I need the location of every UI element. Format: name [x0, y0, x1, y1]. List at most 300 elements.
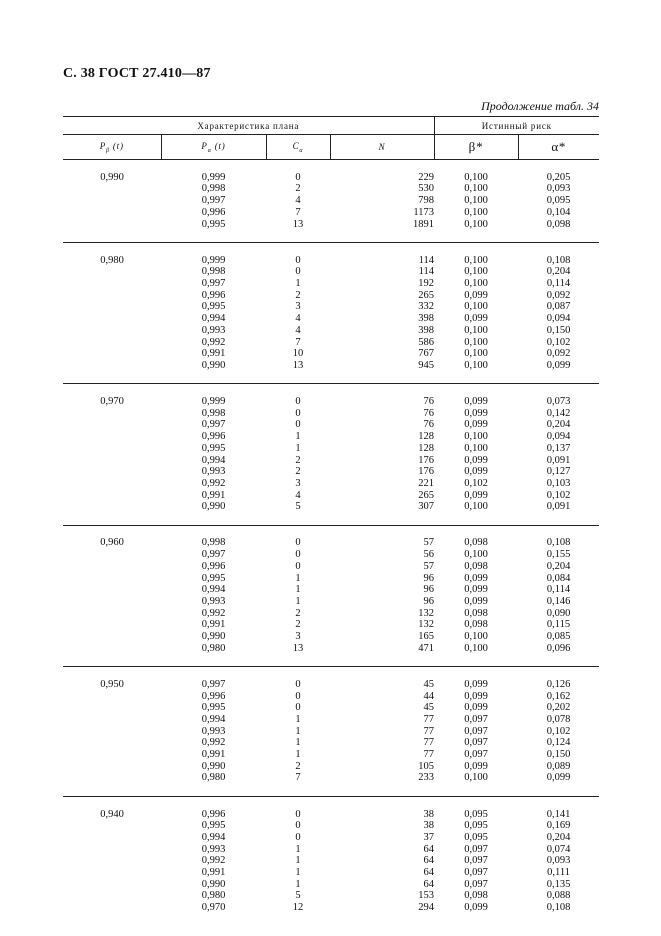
cell-pa: 0,992 — [201, 855, 226, 867]
cell-pa: 0,996 — [201, 206, 226, 218]
cell-n: 64 — [423, 855, 435, 867]
cell-n: 332 — [418, 301, 435, 313]
cell-pa: 0,994 — [201, 713, 226, 725]
cell-ca: 0 — [295, 690, 301, 702]
cell-ca: 3 — [295, 631, 301, 643]
cell-p-beta: 0,950 — [100, 678, 124, 690]
cell-alpha: 0,088 — [546, 890, 571, 902]
cell-beta: 0,099 — [464, 595, 488, 607]
cell-alpha: 0,155 — [546, 549, 571, 561]
cell-n: 114 — [418, 266, 435, 278]
cell-beta: 0,100 — [464, 206, 488, 218]
cell-pa: 0,993 — [201, 466, 226, 478]
cell-beta: 0,099 — [464, 760, 488, 772]
cell-beta: 0,097 — [464, 725, 488, 737]
cell-alpha: 0,108 — [546, 537, 571, 549]
cell-pa: 0,991 — [201, 749, 226, 761]
cell-ca: 0 — [295, 171, 301, 183]
cell-ca: 2 — [295, 289, 301, 301]
group-separator — [63, 230, 599, 242]
cell-alpha: 0,102 — [546, 489, 571, 501]
cell-n: 165 — [418, 631, 435, 643]
cell-n: 265 — [418, 289, 435, 301]
col-header-alpha-star: α* — [518, 135, 599, 160]
cell-n: 76 — [423, 407, 435, 419]
cell-pa: 0,999 — [201, 171, 226, 183]
cell-pa: 0,991 — [201, 489, 226, 501]
cell-n: 37 — [423, 831, 435, 843]
cell-p-beta: 0,960 — [100, 537, 124, 549]
cell-ca: 1 — [295, 595, 301, 607]
cell-pa: 0,991 — [201, 619, 226, 631]
cell-p-beta: 0,970 — [100, 395, 124, 407]
cell-alpha: 0,108 — [546, 254, 571, 266]
cell-ca: 1 — [295, 431, 301, 443]
cell-pa: 0,995 — [201, 702, 226, 714]
cell-pa: 0,992 — [201, 607, 226, 619]
cell-ca: 2 — [295, 607, 301, 619]
group-spacer — [63, 384, 599, 396]
cell-beta: 0,100 — [464, 642, 488, 654]
cell-beta: 0,100 — [464, 324, 488, 336]
cell-alpha: 0,204 — [546, 266, 571, 278]
cell-beta: 0,098 — [464, 560, 488, 572]
cell-alpha: 0,074 — [546, 843, 571, 855]
cell-n: 221 — [418, 477, 435, 489]
cell-n: 176 — [418, 466, 435, 478]
cell-n: 265 — [418, 489, 435, 501]
cell-alpha: 0,204 — [546, 419, 571, 431]
group-separator — [63, 513, 599, 525]
cell-alpha: 0,162 — [546, 690, 571, 702]
cell-n: 44 — [423, 690, 435, 702]
cell-n: 105 — [418, 760, 435, 772]
group-spacer — [63, 796, 599, 808]
group-separator — [63, 784, 599, 796]
cell-ca: 1 — [295, 843, 301, 855]
cell-ca: 7 — [295, 336, 301, 348]
cell-alpha: 0,126 — [546, 678, 571, 690]
cell-n: 128 — [418, 431, 435, 443]
cell-beta: 0,100 — [464, 171, 488, 183]
cell-n: 45 — [423, 702, 435, 714]
cell-alpha: 0,204 — [546, 831, 571, 843]
cell-ca: 1 — [295, 713, 301, 725]
cell-beta: 0,100 — [464, 549, 488, 561]
cell-beta: 0,098 — [464, 890, 488, 902]
cell-alpha: 0,091 — [546, 501, 571, 513]
cell-n: 1891 — [413, 218, 435, 230]
group-spacer — [63, 242, 599, 254]
cell-pa: 0,991 — [201, 867, 226, 879]
cell-beta: 0,098 — [464, 607, 488, 619]
cell-alpha: 0,202 — [546, 702, 571, 714]
cell-pa: 0,994 — [201, 584, 226, 596]
cell-pa: 0,996 — [201, 808, 226, 820]
cell-pa: 0,997 — [201, 277, 226, 289]
cell-pa: 0,990 — [201, 501, 226, 513]
cell-n: 77 — [423, 713, 435, 725]
table-row — [63, 396, 599, 408]
cell-ca: 0 — [295, 702, 301, 714]
cell-pa: 0,998 — [201, 407, 226, 419]
cell-pa: 0,996 — [201, 560, 226, 572]
cell-alpha: 0,089 — [546, 760, 571, 772]
cell-n: 45 — [423, 678, 435, 690]
cell-n: 96 — [423, 595, 435, 607]
cell-pa: 0,970 — [201, 902, 226, 914]
cell-beta: 0,097 — [464, 843, 488, 855]
cell-ca: 0 — [295, 419, 301, 431]
cell-beta: 0,100 — [464, 301, 488, 313]
cell-n: 132 — [418, 607, 435, 619]
cell-beta: 0,100 — [464, 359, 488, 371]
cell-beta: 0,100 — [464, 442, 488, 454]
group-separator — [63, 654, 599, 666]
cell-beta: 0,099 — [464, 289, 488, 301]
cell-alpha: 0,108 — [546, 902, 571, 914]
cell-pa: 0,996 — [201, 431, 226, 443]
cell-alpha: 0,114 — [546, 277, 571, 289]
cell-alpha: 0,099 — [546, 359, 571, 371]
cell-n: 471 — [418, 642, 435, 654]
table-row — [63, 172, 599, 184]
cell-ca: 7 — [295, 772, 301, 784]
cell-alpha: 0,093 — [546, 183, 571, 195]
cell-alpha: 0,092 — [546, 348, 571, 360]
cell-ca: 2 — [295, 183, 301, 195]
true-risk-header: Истинный риск — [434, 117, 599, 135]
cell-n: 77 — [423, 737, 435, 749]
cell-ca: 0 — [295, 549, 301, 561]
cell-n: 128 — [418, 442, 435, 454]
cell-p-beta: 0,990 — [100, 171, 124, 183]
cell-pa: 0,994 — [201, 831, 226, 843]
cell-alpha: 0,102 — [546, 336, 571, 348]
cell-alpha: 0,094 — [546, 313, 571, 325]
cell-alpha: 0,115 — [546, 619, 571, 631]
cell-pa: 0,998 — [201, 266, 226, 278]
cell-pa: 0,999 — [201, 395, 226, 407]
cell-n: 38 — [423, 820, 435, 832]
cell-beta: 0,100 — [464, 277, 488, 289]
cell-n: 132 — [418, 619, 435, 631]
cell-n: 767 — [418, 348, 435, 360]
cell-beta: 0,100 — [464, 183, 488, 195]
cell-alpha: 0,098 — [546, 218, 571, 230]
table-row — [63, 679, 599, 691]
col-header-p-beta: $P_\beta$ (t) — [63, 135, 161, 160]
cell-beta: 0,099 — [464, 466, 488, 478]
cell-beta: 0,100 — [464, 266, 488, 278]
cell-pa: 0,998 — [201, 537, 226, 549]
cell-alpha: 0,142 — [546, 407, 571, 419]
cell-ca: 0 — [295, 560, 301, 572]
cell-ca: 0 — [295, 537, 301, 549]
cell-n: 76 — [423, 419, 435, 431]
cell-ca: 1 — [295, 737, 301, 749]
cell-p-beta: 0,980 — [100, 254, 124, 266]
cell-beta: 0,100 — [464, 254, 488, 266]
cell-pa: 0,992 — [201, 477, 226, 489]
cell-beta: 0,100 — [464, 772, 488, 784]
cell-ca: 1 — [295, 442, 301, 454]
page-header: С. 38 ГОСТ 27.410—87 — [63, 66, 211, 81]
cell-n: 64 — [423, 878, 435, 890]
cell-alpha: 0,078 — [546, 713, 571, 725]
cell-alpha: 0,103 — [546, 477, 571, 489]
cell-pa: 0,993 — [201, 595, 226, 607]
cell-beta: 0,100 — [464, 431, 488, 443]
cell-alpha: 0,111 — [547, 867, 570, 879]
cell-pa: 0,995 — [201, 572, 226, 584]
cell-alpha: 0,137 — [546, 442, 571, 454]
cell-alpha: 0,127 — [546, 466, 571, 478]
table-continuation-label: Продолжение табл. 34 — [481, 99, 599, 113]
cell-pa: 0,992 — [201, 737, 226, 749]
cell-ca: 0 — [295, 407, 301, 419]
cell-beta: 0,095 — [464, 831, 488, 843]
cell-pa: 0,980 — [201, 772, 226, 784]
cell-pa: 0,995 — [201, 301, 226, 313]
cell-ca: 2 — [295, 619, 301, 631]
cell-alpha: 0,124 — [546, 737, 571, 749]
cell-n: 229 — [418, 171, 435, 183]
cell-ca: 10 — [292, 348, 304, 360]
cell-pa: 0,993 — [201, 725, 226, 737]
cell-alpha: 0,150 — [546, 749, 571, 761]
cell-beta: 0,099 — [464, 902, 488, 914]
cell-n: 38 — [423, 808, 435, 820]
cell-ca: 1 — [295, 878, 301, 890]
cell-ca: 0 — [295, 808, 301, 820]
col-header-p-alpha: $P_\alpha$ (t) — [161, 135, 266, 160]
cell-alpha: 0,114 — [546, 584, 571, 596]
cell-n: 57 — [423, 537, 435, 549]
cell-n: 96 — [423, 584, 435, 596]
cell-n: 76 — [423, 395, 435, 407]
cell-n: 77 — [423, 725, 435, 737]
cell-n: 398 — [418, 324, 435, 336]
cell-ca: 0 — [295, 266, 301, 278]
cell-alpha: 0,104 — [546, 206, 571, 218]
cell-ca: 1 — [295, 572, 301, 584]
cell-n: 77 — [423, 749, 435, 761]
cell-pa: 0,993 — [201, 843, 226, 855]
cell-ca: 0 — [295, 831, 301, 843]
cell-n: 64 — [423, 867, 435, 879]
cell-beta: 0,099 — [464, 690, 488, 702]
cell-pa: 0,995 — [201, 820, 226, 832]
cell-alpha: 0,169 — [546, 820, 571, 832]
cell-alpha: 0,090 — [546, 607, 571, 619]
cell-n: 398 — [418, 313, 435, 325]
cell-pa: 0,980 — [201, 642, 226, 654]
cell-alpha: 0,095 — [546, 195, 571, 207]
cell-n: 176 — [418, 454, 435, 466]
cell-alpha: 0,087 — [546, 301, 571, 313]
cell-pa: 0,996 — [201, 289, 226, 301]
cell-ca: 1 — [295, 867, 301, 879]
cell-beta: 0,099 — [464, 702, 488, 714]
cell-ca: 12 — [292, 902, 304, 914]
cell-n: 945 — [418, 359, 435, 371]
cell-alpha: 0,085 — [546, 631, 571, 643]
cell-alpha: 0,084 — [546, 572, 571, 584]
cell-alpha: 0,092 — [546, 289, 571, 301]
reliability-plan-table — [63, 116, 599, 914]
cell-beta: 0,099 — [464, 678, 488, 690]
cell-alpha: 0,073 — [546, 395, 571, 407]
cell-n: 192 — [418, 277, 435, 289]
cell-ca: 1 — [295, 277, 301, 289]
cell-n: 798 — [418, 195, 435, 207]
cell-beta: 0,097 — [464, 878, 488, 890]
cell-beta: 0,099 — [464, 489, 488, 501]
cell-beta: 0,100 — [464, 195, 488, 207]
cell-alpha: 0,091 — [546, 454, 571, 466]
cell-pa: 0,999 — [201, 254, 226, 266]
cell-alpha: 0,099 — [546, 772, 571, 784]
cell-n: 153 — [418, 890, 435, 902]
cell-beta: 0,100 — [464, 631, 488, 643]
cell-beta: 0,099 — [464, 419, 488, 431]
cell-beta: 0,099 — [464, 584, 488, 596]
cell-beta: 0,099 — [464, 395, 488, 407]
cell-pa: 0,990 — [201, 359, 226, 371]
cell-pa: 0,998 — [201, 183, 226, 195]
cell-beta: 0,099 — [464, 313, 488, 325]
cell-pa: 0,991 — [201, 348, 226, 360]
cell-alpha: 0,094 — [546, 431, 571, 443]
cell-ca: 4 — [295, 195, 301, 207]
cell-ca: 0 — [295, 820, 301, 832]
table-row — [63, 537, 599, 549]
cell-pa: 0,997 — [201, 678, 226, 690]
group-spacer — [63, 525, 599, 537]
cell-pa: 0,996 — [201, 690, 226, 702]
cell-ca: 4 — [295, 489, 301, 501]
cell-beta: 0,097 — [464, 713, 488, 725]
cell-n: 56 — [423, 549, 435, 561]
cell-beta: 0,102 — [464, 477, 488, 489]
cell-ca: 2 — [295, 466, 301, 478]
cell-n: 1173 — [413, 206, 435, 218]
cell-ca: 4 — [295, 313, 301, 325]
cell-n: 586 — [418, 336, 435, 348]
col-header-c-alpha: $C_\alpha$ — [266, 135, 330, 160]
cell-alpha: 0,096 — [546, 642, 571, 654]
cell-ca: 2 — [295, 454, 301, 466]
cell-beta: 0,095 — [464, 808, 488, 820]
cell-ca: 13 — [292, 642, 304, 654]
cell-beta: 0,097 — [464, 867, 488, 879]
cell-beta: 0,100 — [464, 348, 488, 360]
cell-ca: 7 — [295, 206, 301, 218]
cell-ca: 5 — [295, 890, 301, 902]
cell-alpha: 0,102 — [546, 725, 571, 737]
cell-pa: 0,997 — [201, 549, 226, 561]
cell-ca: 0 — [295, 395, 301, 407]
cell-beta: 0,099 — [464, 572, 488, 584]
cell-pa: 0,993 — [201, 324, 226, 336]
cell-ca: 13 — [292, 359, 304, 371]
table-row — [63, 809, 599, 821]
cell-pa: 0,990 — [201, 878, 226, 890]
cell-n: 114 — [418, 254, 435, 266]
group-spacer — [63, 667, 599, 679]
cell-n: 57 — [423, 560, 435, 572]
cell-alpha: 0,205 — [546, 171, 571, 183]
cell-pa: 0,980 — [201, 890, 226, 902]
table-row — [63, 255, 599, 267]
cell-ca: 0 — [295, 678, 301, 690]
cell-ca: 2 — [295, 760, 301, 772]
cell-pa: 0,997 — [201, 195, 226, 207]
cell-beta: 0,100 — [464, 336, 488, 348]
cell-beta: 0,098 — [464, 537, 488, 549]
cell-alpha: 0,150 — [546, 324, 571, 336]
cell-beta: 0,100 — [464, 501, 488, 513]
cell-beta: 0,098 — [464, 619, 488, 631]
cell-alpha: 0,135 — [546, 878, 571, 890]
cell-beta: 0,097 — [464, 749, 488, 761]
plan-characteristics-header: Характеристика плана — [63, 117, 434, 135]
cell-beta: 0,100 — [464, 218, 488, 230]
cell-p-beta: 0,940 — [100, 808, 124, 820]
cell-alpha: 0,204 — [546, 560, 571, 572]
cell-pa: 0,990 — [201, 760, 226, 772]
col-header-n: N — [330, 135, 434, 160]
cell-ca: 1 — [295, 855, 301, 867]
cell-alpha: 0,093 — [546, 855, 571, 867]
col-header-beta-star: β* — [434, 135, 518, 160]
cell-pa: 0,995 — [201, 218, 226, 230]
cell-ca: 5 — [295, 501, 301, 513]
cell-ca: 3 — [295, 301, 301, 313]
cell-n: 96 — [423, 572, 435, 584]
cell-ca: 13 — [292, 218, 304, 230]
cell-n: 64 — [423, 843, 435, 855]
cell-n: 233 — [418, 772, 435, 784]
cell-beta: 0,099 — [464, 454, 488, 466]
cell-ca: 1 — [295, 725, 301, 737]
cell-n: 530 — [418, 183, 435, 195]
cell-pa: 0,990 — [201, 631, 226, 643]
cell-pa: 0,995 — [201, 442, 226, 454]
cell-alpha: 0,141 — [546, 808, 571, 820]
cell-beta: 0,095 — [464, 820, 488, 832]
cell-n: 294 — [418, 902, 435, 914]
cell-ca: 4 — [295, 324, 301, 336]
cell-pa: 0,992 — [201, 336, 226, 348]
cell-pa: 0,997 — [201, 419, 226, 431]
cell-beta: 0,097 — [464, 855, 488, 867]
group-separator — [63, 372, 599, 384]
group-spacer — [63, 160, 599, 172]
cell-beta: 0,099 — [464, 407, 488, 419]
cell-beta: 0,097 — [464, 737, 488, 749]
cell-ca: 1 — [295, 584, 301, 596]
cell-pa: 0,994 — [201, 454, 226, 466]
cell-ca: 1 — [295, 749, 301, 761]
cell-n: 307 — [418, 501, 435, 513]
cell-alpha: 0,146 — [546, 595, 571, 607]
cell-ca: 0 — [295, 254, 301, 266]
cell-ca: 3 — [295, 477, 301, 489]
table-body — [63, 160, 599, 914]
cell-pa: 0,994 — [201, 313, 226, 325]
